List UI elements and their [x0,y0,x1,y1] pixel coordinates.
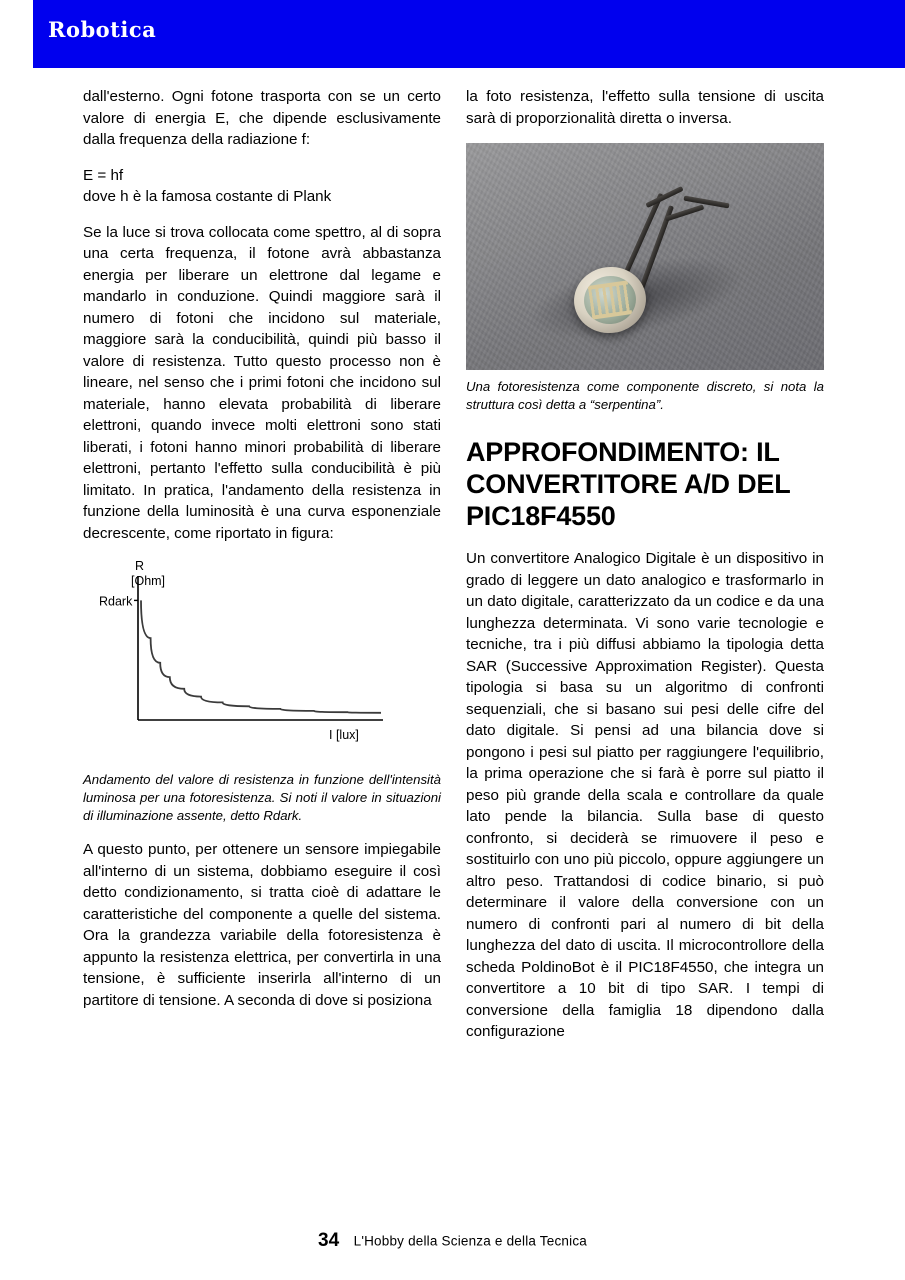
header-title: Robotica [48,17,157,42]
paragraph-adc-description: Un convertitore Analogico Digitale è un dispositivo in grado di leggere un dato analogico e trasformarlo in un dato digitale, caratterizzato da un codice e da una lunghezza determinata. Vi sono varie tecnologie e tecniche, tra i più diffusi abbiamo la tipologia detta SAR (Successive Approximation Register). Questa tipologia si basa su un algoritmo di confronti sequenziali, che si basano sui pesi delle cifre del dato digitale. Si pensi ad una bilancia dove si pongono i pesi sul piatto per raggiungere l'equilibrio, la prima operazione che si farà è porre sul piatto il peso più grande della scala e controllare da quale lato pende la bilancia. Sulla base di questo confronto, si deciderà se rimuovere il peso e sostituirlo con uno più piccolo, oppure aggiungere un altro peso. Trattandosi di codice binario, si può determinare il valore della conversione con un numero di confronti pari al numero di bit della lunghezza del dato di uscita. Il microcontrollore della scheda PoldinoBot è il PIC18F4550, che integra un convertitore a 10 bit di tipo SAR. I tempi di conversione della famiglia 18 dipendono dalla configurazione [466,550,824,1040]
chart-ylabel-line2: [Ohm] [131,574,166,588]
chart-caption: Andamento del valore di resistenza in funzione dell'intensità luminosa per una fotoresistenza. Si noti il valore in situazioni di illuminazione assente, detto Rdark. [83,772,441,823]
formula-equation: E = hf [83,166,124,184]
paragraph-photoconduction: Se la luce si trova collocata come spettro, al di sopra una certa frequenza, il fotone avrà abbastanza energia per liberare un elettrone dal legame e mandarlo in conduzione. Quindi maggiore sarà il numero di fotoni che incidono sul materiale, maggiore sarà la conducibilità, quindi più basso il valore di resistenza. Tutto questo processo non è lineare, nel senso che i primi fotoni che incidono sul materiale, hanno elevata probabilità di liberare elettroni, quando invece molti elettroni sono stati liberati, i fotoni hanno minori probabilità di liberare elettroni, pertanto l'effetto sulla conducibilità è più limitato. In pratica, l'andamento della resistenza in funzione della luminosità è una curva esponenziale decrescente, come riportato in figura: [83,223,441,542]
page-number: 34 [318,1230,340,1251]
photo-caption: Una fotoresistenza come componente discreto, si nota la struttura così detta a “serpentina”. [466,379,824,412]
chart-curve [141,600,381,712]
right-column [466,86,824,1057]
photoresistor-photo [466,143,824,370]
paragraph-conditioning: A questo punto, per ottenere un sensore impiegabile all'interno di un sistema, dobbiamo eseguire il così detto condizionamento, si tratta cioè di adattare le caratteristiche del componente a quelle del sistema. Ora la grandezza variabile della fotoresistenza è appunto la resistenza elettrica, per convertirla in una tensione, è sufficiente inserirla all'interno di un partitore di tensione. A seconda di dove si posiziona [83,841,441,1009]
header-left-white-strip [0,0,33,68]
left-column [83,86,441,1025]
chart-svg [83,558,441,763]
paragraph-intro-right: la foto resistenza, l'effetto sulla tensione di uscita sarà di proporzionalità diretta o inversa. [466,88,824,127]
magazine-name: L'Hobby della Scienza e della Tecnica [353,1233,587,1249]
chart-rdark-label: Rdark [99,594,133,609]
formula-block [83,165,441,208]
page-footer [0,1230,905,1252]
chart-ylabel-line1: R [135,559,145,573]
photo-texture [466,143,824,370]
page-header-banner [0,0,905,68]
paragraph-continuation: dall'esterno. Ogni fotone trasporta con se un certo valore di energia E, che dipende esclusivamente dalla frequenza della radiazione f: [83,88,441,148]
section-heading: APPROFONDIMENTO: IL CONVERTITORE A/D DEL PIC18F4550 [466,437,791,531]
chart-xlabel: I [lux] [329,728,359,742]
photoresistor-sensing-face [581,273,639,328]
resistance-vs-lux-chart [83,558,441,763]
formula-description: dove h è la famosa costante di Plank [83,188,332,205]
page-content [0,68,905,1280]
